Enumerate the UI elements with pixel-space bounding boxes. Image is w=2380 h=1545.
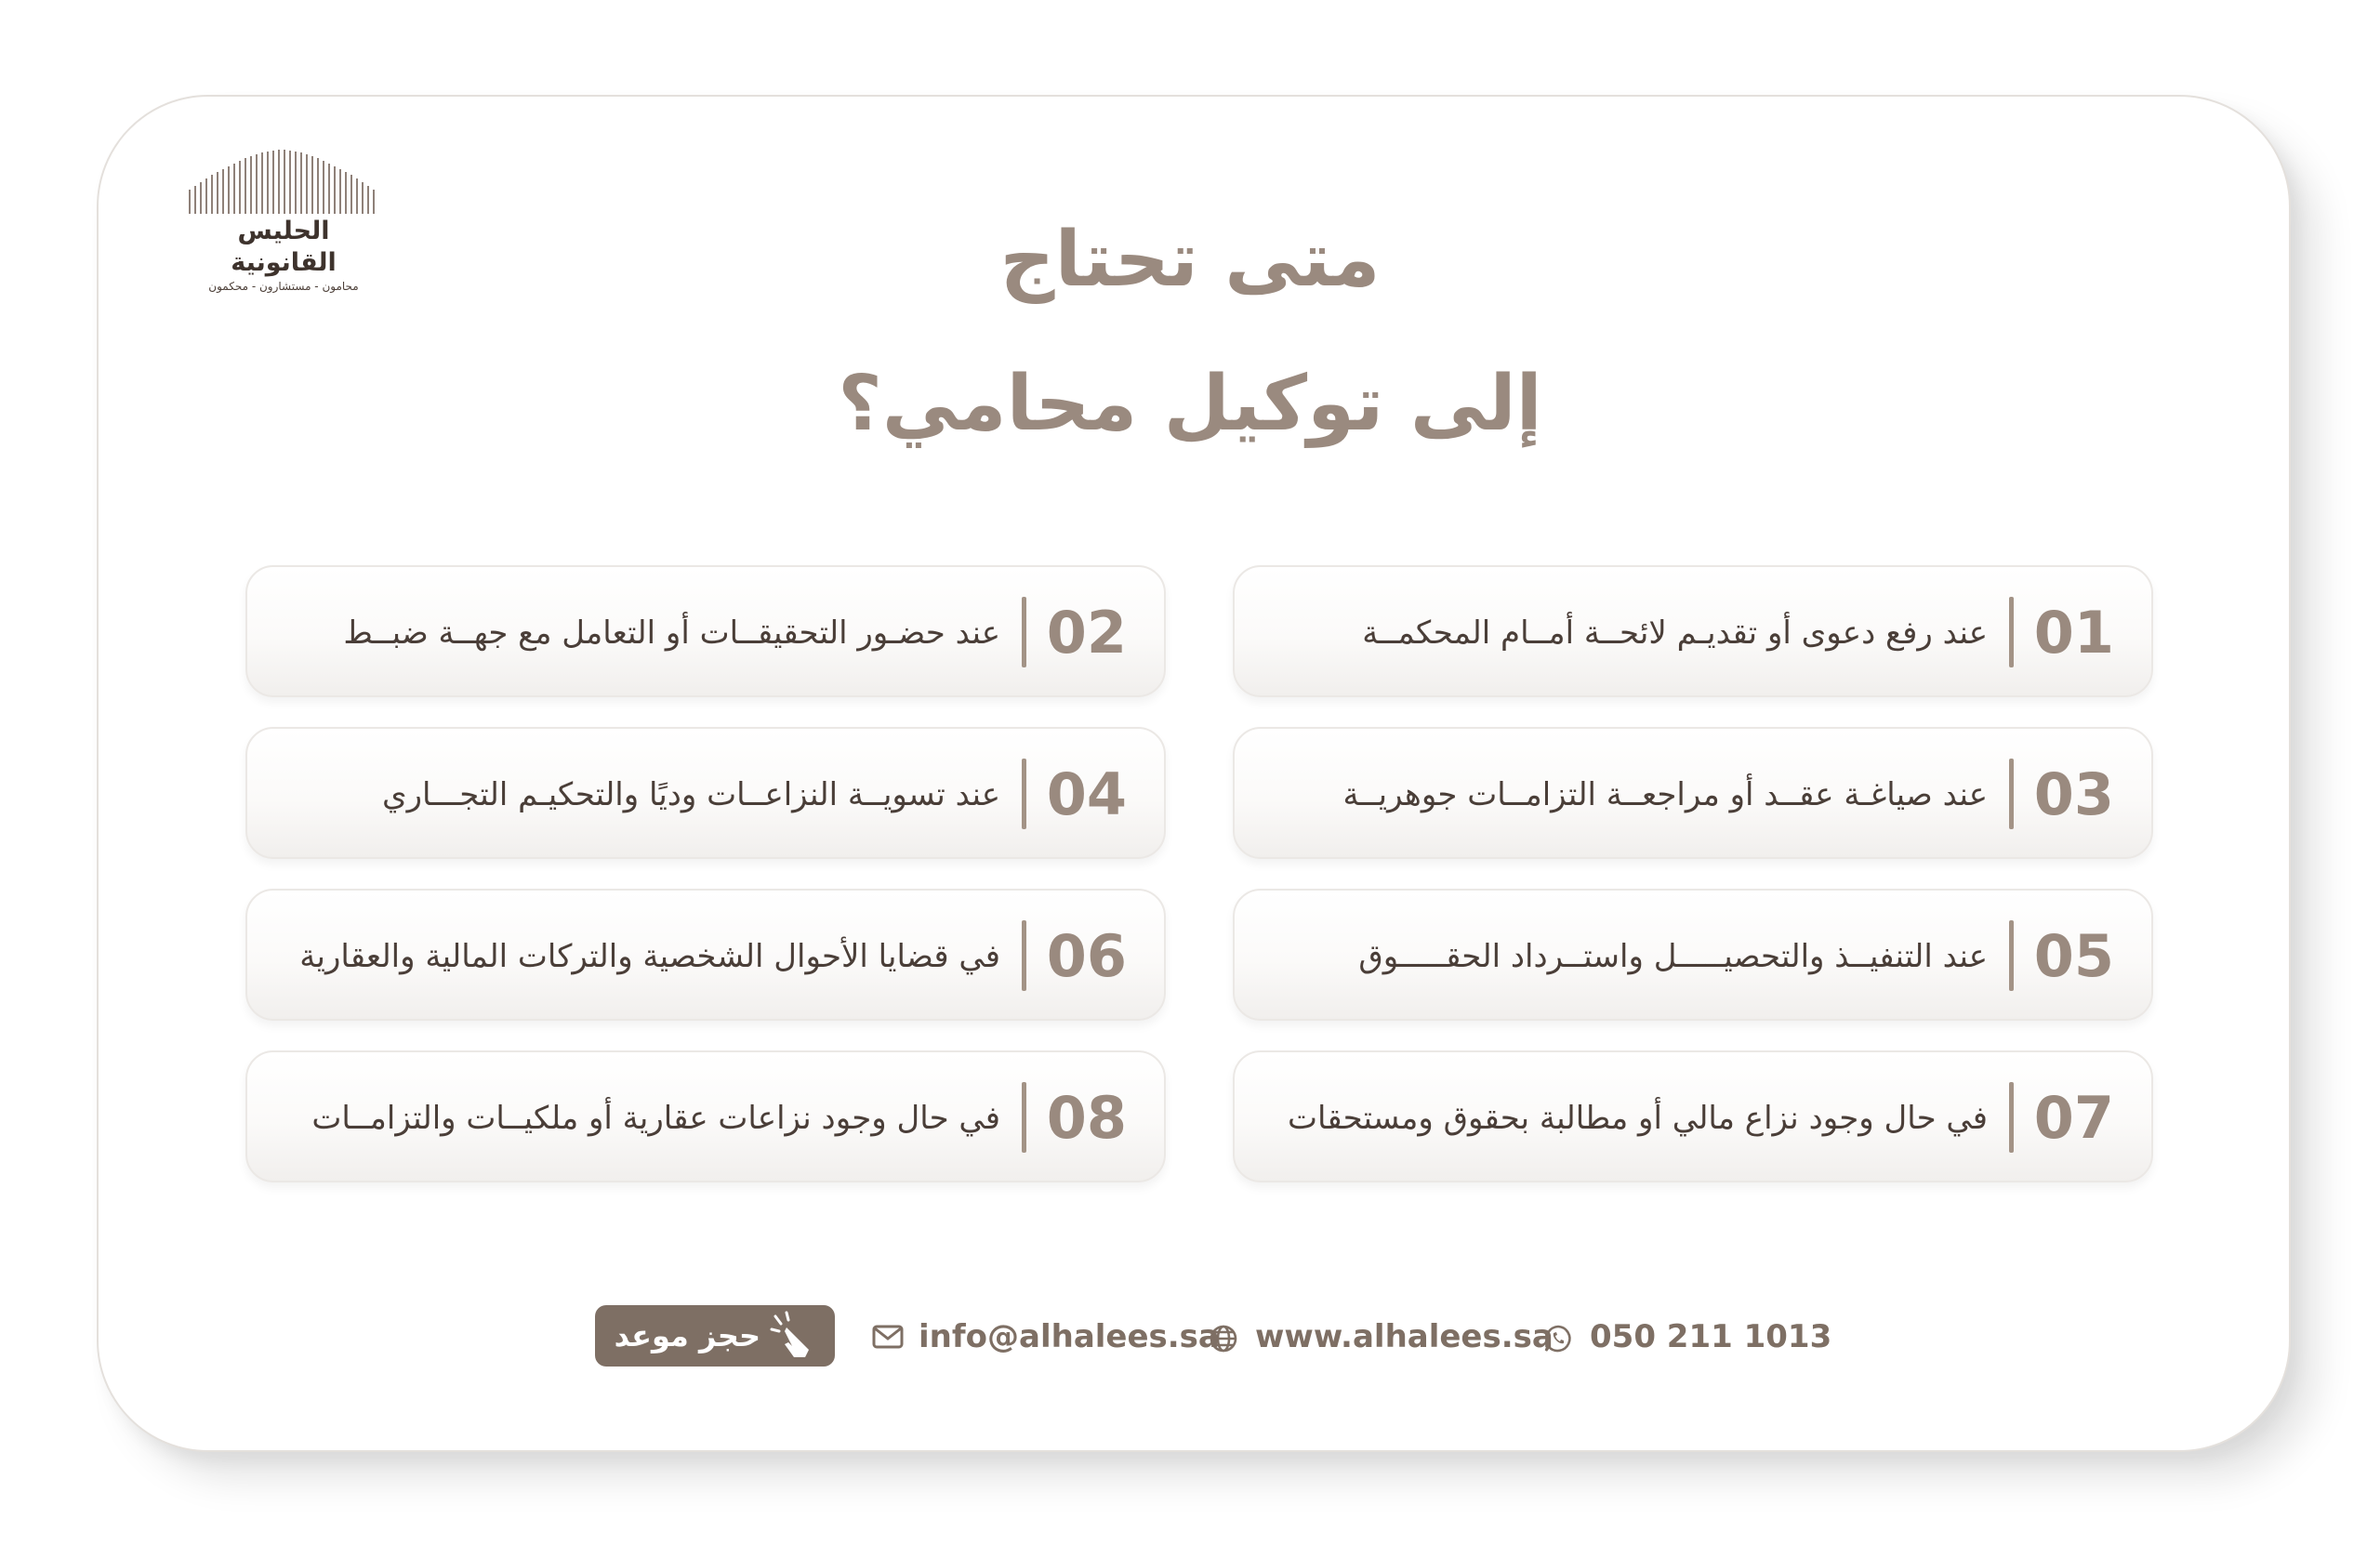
item-text: عند حضـور التحقيقــات أو التعامل مع جهــة ضبــط [343, 614, 1000, 652]
item-number: 04 [1046, 760, 1127, 828]
mail-icon [872, 1324, 904, 1350]
item-text: عند تسويــة النزاعــات وديًا والتحكيـم التجـــاري [382, 776, 1000, 813]
item-number: 01 [2033, 599, 2114, 667]
item-number: 07 [2033, 1084, 2114, 1152]
page-title-line1: متى تحتاج [999, 216, 1381, 304]
item-number: 06 [1046, 922, 1127, 990]
divider [1022, 920, 1026, 991]
divider [1022, 597, 1026, 667]
email-text: info@alhalees.sa [919, 1318, 1220, 1355]
brand-tagline: محامون - مستشارون - محكمون [208, 280, 359, 293]
list-item-01 [1233, 565, 2153, 697]
item-number: 02 [1046, 599, 1127, 667]
divider [2009, 920, 2014, 991]
item-text: عند التنفيــذ والتحصيـــــل واستــرداد الحقـــــوق [1358, 938, 1988, 975]
book-appointment-label: حجز موعد [614, 1318, 760, 1354]
email-contact[interactable] [872, 1311, 1220, 1363]
phone-text: 050 211 1013 [1590, 1318, 1832, 1355]
divider [1022, 1082, 1026, 1153]
list-item-03 [1233, 727, 2153, 859]
globe-icon [1209, 1324, 1238, 1354]
list-item-07 [1233, 1050, 2153, 1182]
whatsapp-icon [1543, 1324, 1573, 1354]
item-text: في حال وجود نزاع مالي أو مطالبة بحقوق ومستحقات [1288, 1100, 1988, 1137]
website-text: www.alhalees.sa [1255, 1318, 1554, 1355]
list-item-05 [1233, 889, 2153, 1021]
list-item-08 [245, 1050, 1166, 1182]
item-number: 03 [2033, 760, 2114, 828]
item-text: في حال وجود نزاعات عقارية أو ملكيــات والتزامــات [311, 1100, 1000, 1137]
phone-contact[interactable] [1543, 1311, 1832, 1363]
page-title-line2: إلى توكيل محامي؟ [838, 360, 1542, 448]
item-text: في قضايا الأحوال الشخصية والتركات المالية والعقارية [299, 938, 1000, 975]
building-logo-icon [186, 149, 381, 214]
divider [1022, 759, 1026, 829]
list-item-04 [245, 727, 1166, 859]
list-item-02 [245, 565, 1166, 697]
item-number: 05 [2033, 922, 2114, 990]
item-text: عند رفع دعوى أو تقديـم لائحــة أمــام المحكمــة [1362, 614, 1988, 652]
pointer-hand-icon [768, 1311, 824, 1365]
brand-name: الحليس القانونية [231, 217, 337, 277]
item-number: 08 [1046, 1084, 1127, 1152]
item-text: عند صياغـة عقــد أو مراجعــة التزامــات جوهريــة [1342, 776, 1988, 813]
website-contact[interactable] [1209, 1311, 1554, 1363]
brand-logo [180, 149, 387, 293]
list-item-06 [245, 889, 1166, 1021]
divider [2009, 597, 2014, 667]
divider [2009, 1082, 2014, 1153]
divider [2009, 759, 2014, 829]
book-appointment-button[interactable] [595, 1305, 835, 1367]
